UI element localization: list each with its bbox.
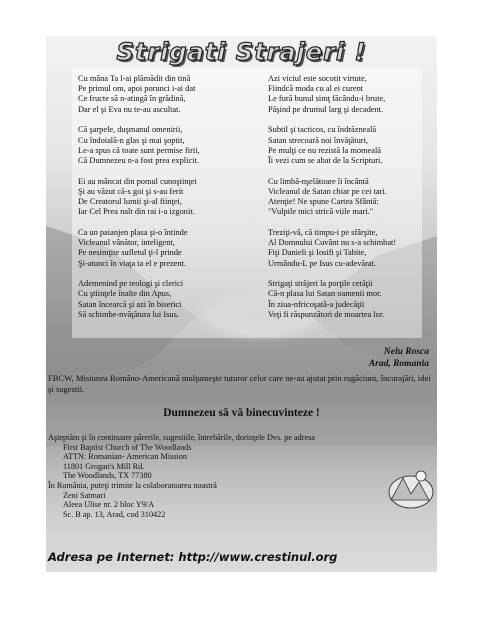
us-address-line: ATTN: Romanian- American Mission (63, 452, 187, 462)
poem-author (369, 346, 429, 370)
ro-address-line: Zeni Satmari (63, 490, 106, 500)
poem-stanza (78, 125, 268, 166)
ro-address-line: Sc. B ap. 13, Arad, cod 310422 (63, 509, 166, 519)
poem-line: Pe primul om, apoi porunci i-ai dat (78, 84, 196, 94)
contact-intro: Aşteptăm şi în continuare părerile, sugestiile, întrebările, dorinţele Dvs. pe adresa (48, 433, 315, 442)
poem-line: Le-a spus că toate sunt permise firii, (78, 145, 200, 155)
ro-intro: În România, puteţi trimite la colaboratoarea noastră (48, 480, 217, 490)
contact-block (48, 433, 315, 519)
website-link[interactable]: Adresa pe Internet: http://www.crestinul.org (48, 550, 338, 564)
poem-line: Treziţi-vă, că timpu-i pe sfârşite, (268, 227, 378, 237)
poem-line: Al Domnului Cuvânt nu s-a schimbat! (268, 238, 397, 248)
romanian-emblem-icon (381, 464, 437, 514)
poem-stanza (78, 177, 268, 218)
poem-line: Că Dumnezeu n-a fost prea explicit. (78, 155, 199, 165)
poem-stanza (268, 177, 437, 218)
poem-line: Fiţi Danieli şi Iosifi şi Tabite, (268, 248, 367, 258)
poem-line: Atenţie! Ne spune Cartea Sfântă: (268, 197, 379, 207)
poem-line: Ce fructe să n-atingă în grădină, (78, 94, 186, 104)
poem-line: Şi au văzut că-s goi şi s-au ferit (78, 186, 184, 196)
poem-line: Vicleanul vânător, inteligent, (78, 238, 175, 248)
poem-stanza (268, 279, 437, 320)
poem-line: Cu limbă-nşelătoare îi încântă (268, 176, 369, 186)
poem-line: Veţi fi răspunzători de moartea lor. (268, 309, 385, 319)
poem-line: Şi-atunci în viaţa ta el e prezent. (78, 258, 187, 268)
us-address-line: 11801 Grogan's Mill Rd. (63, 461, 145, 471)
poem-line: Să schimbe-nvăţătura lui Isus. (78, 309, 179, 319)
poem-line: Azi viciul este socotit virtute, (268, 74, 367, 83)
poem-line: Cu ştiinţele înalte din Apus, (78, 289, 172, 299)
poem-stanza (78, 228, 268, 269)
poem-line: De Creatorul lumii şi-al fiinţei, (78, 197, 182, 207)
author-place: Arad, Romania (368, 359, 429, 369)
poem-line: Ademenind pe teologi şi clerici (78, 279, 184, 289)
poem-right-column (268, 74, 437, 331)
poem-line: Dar el şi Eva nu te-au ascultat. (78, 104, 181, 114)
poem-line: Ei au mâncat din pomul cunoştinţei (78, 176, 197, 186)
poem-line: Urmându-L pe Isus cu-adevărat. (268, 258, 377, 268)
poem-line: Păşind pe drumul larg şi decadent. (268, 104, 384, 114)
poem-line: Satan strecoară noi învăţături, (268, 135, 368, 145)
poem-line: Le fură bunul simţ făcându-i brute, (268, 94, 386, 104)
poem-line: Că şarpele, duşmanul omenirii, (78, 125, 183, 135)
poem-line: "Vulpile mici strică viile mari." (268, 207, 374, 217)
flyer-page (46, 36, 437, 572)
poem-line: Satan încearcă şi azi în biserici (78, 299, 182, 309)
poem-line: Cu mâna Ta l-ai plămădit din tină (78, 74, 191, 83)
poem-line: Iar Cel Prea nalt din rai i-a izgonit. (78, 207, 195, 217)
thanks-paragraph: FBCW, Misiunea Româno-Americană mulţumeşte tuturor celor care ne-au ajutat prin rugăciuni, încurajări, idei şi sugestii. (48, 373, 431, 394)
poem-line: În ziua-nfricoşată-a judecăţii (268, 299, 365, 309)
poem-stanza (78, 74, 268, 115)
author-name: Nelu Rosca (383, 347, 429, 357)
poem-stanza (268, 228, 437, 269)
poem-line: Subtil şi tacticos, cu îndrăzneală (268, 125, 377, 135)
ro-address-line: Aleea Ulise nr. 2 bloc Y9/A (63, 500, 155, 510)
poem-line: Îi vezi cum se abat de la Scripturi. (268, 155, 383, 165)
poem-left-column (78, 74, 268, 331)
poem-line: Ca un paianjen plasa şi-o întinde (78, 227, 188, 237)
blessing-heading: Dumnezeu să vă binecuvinteze ! (163, 407, 320, 419)
poem-line: Că-n plasa lui Satan oamenii mor. (268, 289, 382, 299)
poem-stanza (268, 125, 437, 166)
poem-stanza (78, 279, 268, 320)
us-address-line: First Baptist Church of The Woodlands (63, 442, 192, 452)
poem-line: Strigaţi străjeri la porţile cetăţii (268, 279, 373, 289)
us-address-line: The Woodlands, TX 77380 (63, 471, 152, 481)
poem-title: Strigati Strajeri ! (116, 38, 367, 66)
poem-line: Pe nesimţite sufletul ţi-l prinde (78, 248, 182, 258)
poem-stanza (268, 74, 437, 115)
poem-line: Fiindcă moda cu al ei curent (268, 84, 364, 94)
poem-line: Cu îndoială-n glas şi mai şoptit, (78, 135, 185, 145)
poem-line: Pe mulţi ce nu rezistă la momeală (268, 145, 382, 155)
poem-line: Vicleanul de Satan chiar pe cei tari. (268, 186, 387, 196)
